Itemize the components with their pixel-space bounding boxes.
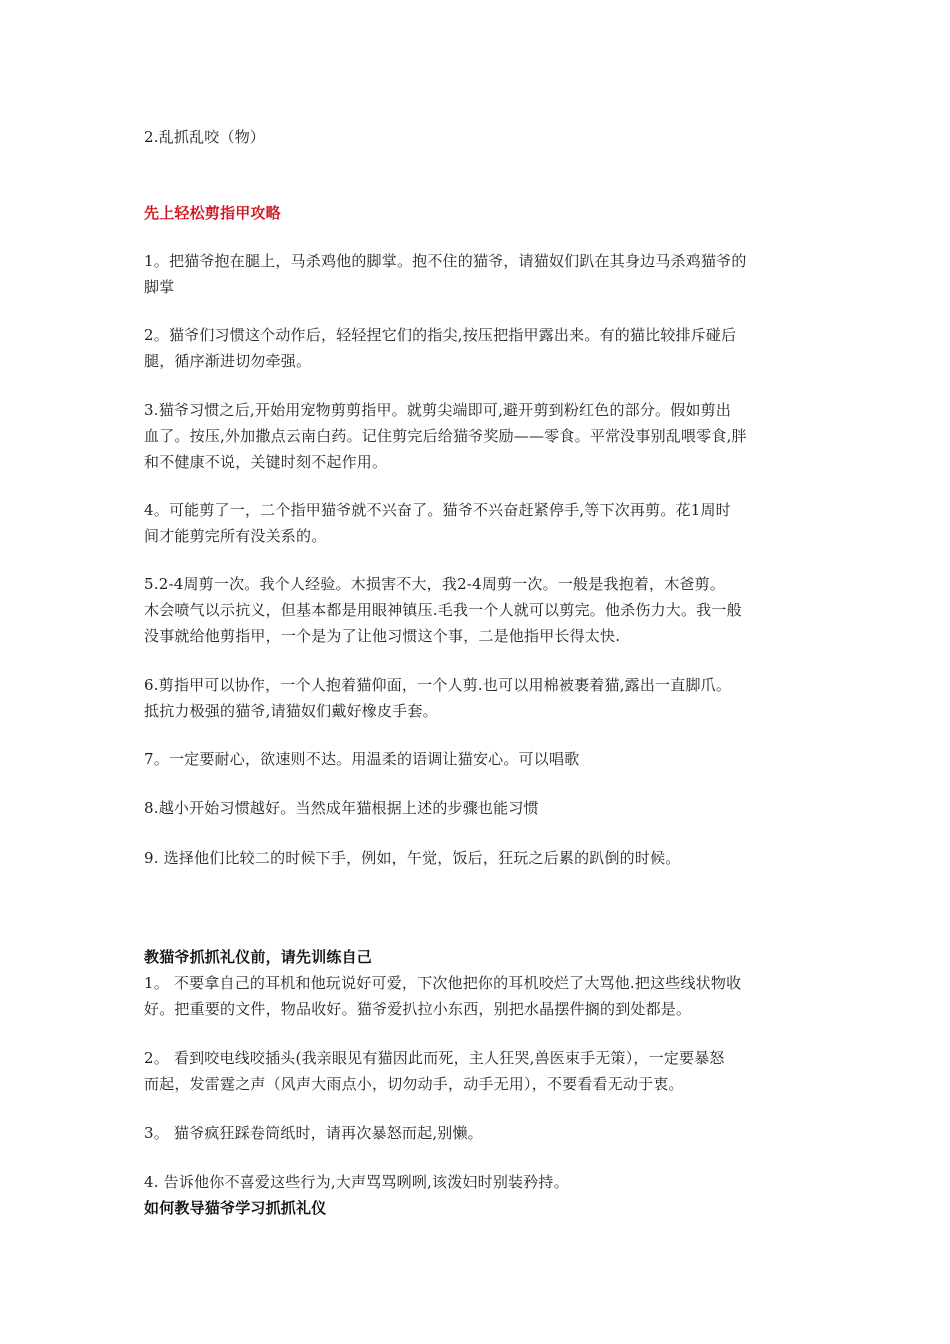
nail-tip-3-line-1: 3.猫爷习惯之后,开始用宠物剪剪指甲。就剪尖端即可,避开剪到粉红色的部分。假如剪出 [144,401,732,419]
nail-tip-4-line-2: 间才能剪完所有没关系的。 [144,527,327,545]
section-label: 2.乱抓乱咬（物） [144,128,266,146]
nail-tip-6-line-1: 6.剪指甲可以协作，一个人抱着猫仰面，一个人剪.也可以用棉被裹着猫,露出一直脚爪。 [144,676,732,694]
nail-tip-6-line-2: 抵抗力极强的猫爷,请猫奴们戴好橡皮手套。 [144,702,438,720]
nail-tip-2-line-2: 腿，循序渐进切勿牵强。 [144,352,312,370]
train-tip-3: 3。 猫爷疯狂踩卷筒纸时，请再次暴怒而起,别懒。 [144,1124,483,1142]
train-tip-2-line-1: 2。 看到咬电线咬插头(我亲眼见有猫因此而死，主人狂哭,兽医束手无策），一定要暴怒 [144,1049,725,1067]
heading-scratching-etiquette: 如何教导猫爷学习抓抓礼仪 [144,1199,327,1217]
nail-tip-5-line-2: 木会喷气以示抗义，但基本都是用眼神镇压.毛我一个人就可以剪完。他杀伤力大。我一般 [144,601,742,619]
train-tip-1-line-1: 1。 不要拿自己的耳机和他玩说好可爱，下次他把你的耳机咬烂了大骂他.把这些线状物收 [144,974,742,992]
nail-tip-1-line-2: 脚掌 [144,278,175,296]
nail-tip-1-line-1: 1。把猫爷抱在腿上，马杀鸡他的脚掌。抱不住的猫爷，请猫奴们趴在其身边马杀鸡猫爷的 [144,252,747,270]
nail-tip-4-line-1: 4。可能剪了一，二个指甲猫爷就不兴奋了。猫爷不兴奋赶紧停手,等下次再剪。花1周时 [144,501,731,519]
nail-tip-8: 8.越小开始习惯越好。当然成年猫根据上述的步骤也能习惯 [144,799,539,817]
nail-tip-5-line-1: 5.2-4周剪一次。我个人经验。木损害不大，我2-4周剪一次。一般是我抱着，木爸剪。 [144,575,726,593]
nail-tip-9: 9. 选择他们比较二的时候下手，例如，午觉，饭后，狂玩之后累的趴倒的时候。 [144,849,681,867]
nail-tip-3-line-3: 和不健康不说，关键时刻不起作用。 [144,453,388,471]
heading-train-yourself: 教猫爷抓抓礼仪前，请先训练自己 [144,948,373,966]
heading-nail-trimming: 先上轻松剪指甲攻略 [144,204,281,222]
train-tip-1-line-2: 好。把重要的文件，物品收好。猫爷爱扒拉小东西，别把水晶摆件搁的到处都是。 [144,1000,692,1018]
nail-tip-5-line-3: 没事就给他剪指甲，一个是为了让他习惯这个事，二是他指甲长得太快. [144,627,621,645]
nail-tip-3-line-2: 血了。按压,外加撒点云南白药。记住剪完后给猫爷奖励——零食。平常没事别乱喂零食,胖 [144,427,747,445]
nail-tip-7: 7。一定要耐心，欲速则不达。用温柔的语调让猫安心。可以唱歌 [144,750,580,768]
train-tip-4: 4. 告诉他你不喜爱这些行为,大声骂骂咧咧,该泼妇时别装矜持。 [144,1173,569,1191]
train-tip-2-line-2: 而起，发雷霆之声（风声大雨点小，切勿动手，动手无用），不要看看无动于衷。 [144,1075,684,1093]
nail-tip-2-line-1: 2。猫爷们习惯这个动作后，轻轻捏它们的指尖,按压把指甲露出来。有的猫比较排斥碰后 [144,326,737,344]
